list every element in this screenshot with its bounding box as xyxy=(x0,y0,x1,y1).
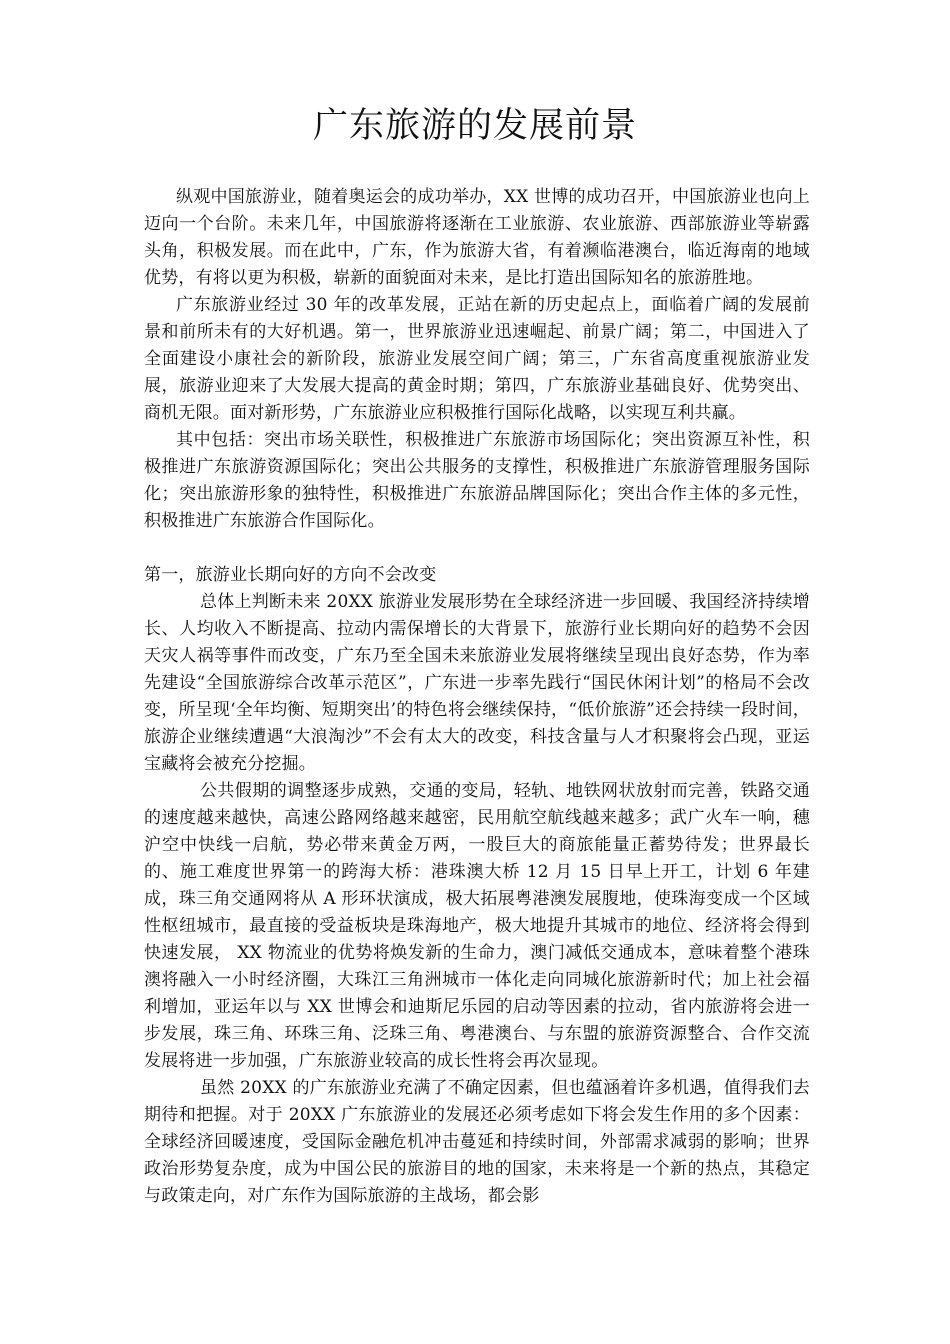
paragraph-spacer xyxy=(144,535,810,562)
document-title: 广东旅游的发展前景 xyxy=(312,106,637,146)
intro-paragraph-2: 广东旅游业经过 30 年的改革发展，正站在新的历史起点上，面临着广阔的发展前景和前所未有的大好机遇。第一，世界旅游业迅速崛起、前景广阔；第二，中国进入了全面建设小康社会的新阶段，旅游业发展空间广阔；第三，广东省高度重视旅游业发展，旅游业迎来了大发展大提高的黄金时期；第四，广东旅游业基础良好、优势突出、商机无限。面对新形势，广东旅游业应积极推行国际化战略，以实现互利共赢。 xyxy=(144,295,810,423)
document-body xyxy=(144,184,810,1210)
section-heading: 第一，旅游业长期向好的方向不会改变 xyxy=(144,565,437,585)
section-paragraph-3: 虽然 20XX 的广东旅游业充满了不确定因素，但也蕴涵着许多机遇，值得我们去期待和把握。对于 20XX 广东旅游业的发展还必须考虑如下将会发生作用的多个因素：全球经济回暖速度，受国际金融危机冲击蔓延和持续时间，外部需求减弱的影响；世界政治形势复杂度，成为中国公民的旅游目的地的国家，未来将是一个新的热点，其稳定与政策走向，对广东作为国际旅游的主战场，都会影 xyxy=(144,1078,810,1206)
intro-paragraph-3: 其中包括：突出市场关联性，积极推进广东旅游市场国际化；突出资源互补性，积极推进广东旅游资源国际化；突出公共服务的支撑性，积极推进广东旅游管理服务国际化；突出旅游形象的独特性，积极推进广东旅游品牌国际化；突出合作主体的多元性，积极推进广东旅游合作国际化。 xyxy=(144,430,810,531)
section-paragraph-1: 总体上判断未来 20XX 旅游业发展形势在全球经济进一步回暖、我国经济持续增长、人均收入不断提高、拉动内需保增长的大背景下，旅游行业长期向好的趋势不会因天灾人祸等事件而改变，广东乃至全国未来旅游业发展将继续呈现出良好态势，作为率先建设“全国旅游综合改革示范区”，广东进一步率先践行“国民休闲计划”的格局不会改变，所呈现‘全年均衡、短期突出’的特色将会继续保持，“低价旅游”还会持续一段时间，旅游企业继续遭遇“大浪淘沙”不会有太大的改变，科技含量与人才积聚将会凸现，亚运宝藏将会被充分挖掘。 xyxy=(144,592,810,774)
intro-paragraph-1: 纵观中国旅游业，随着奥运会的成功举办，XX 世博的成功召开，中国旅游业也向上迈向一个台阶。未来几年，中国旅游将逐渐在工业旅游、农业旅游、西部旅游业等崭露头角，积极发展。而在此中，广东，作为旅游大省，有着濒临港澳台，临近海南的地域优势，有将以更为积极，崭新的面貌面对未来，是比打造出国际知名的旅游胜地。 xyxy=(144,187,810,288)
section-paragraph-2: 公共假期的调整逐步成熟，交通的变局，轻轨、地铁网状放射而完善，铁路交通的速度越来越快，高速公路网络越来越密，民用航空航线越来越多；武广火车一响，穗沪空中快线一启航，势必带来黄金万两，一股巨大的商旅能量正蓄势待发；世界最长的、施工难度世界第一的跨海大桥：港珠澳大桥 12 月 15 日早上开工，计划 6 年建成，珠三角交通网将从 A 形环状演成，极大拓展粤港澳发展腹地，使珠海变成一个区域性枢纽城市，最直接的受益板块是珠海地产，极大地提升其城市的地位、经济将会得到快速发展， XX 物流业的优势将焕发新的生命力，澳门减低交通成本，意味着整个港珠澳将融入一小时经济圈，大珠江三角洲城市一体化走向同城化旅游新时代；加上社会福利增加，亚运年以与 XX 世博会和迪斯尼乐园的启动等因素的拉动，省内旅游将会进一步发展，珠三角、环珠三角、泛珠三角、粤港澳台、与东盟的旅游资源整合、合作交流发展将进一步加强，广东旅游业较高的成长性将会再次显现。 xyxy=(144,781,810,1071)
